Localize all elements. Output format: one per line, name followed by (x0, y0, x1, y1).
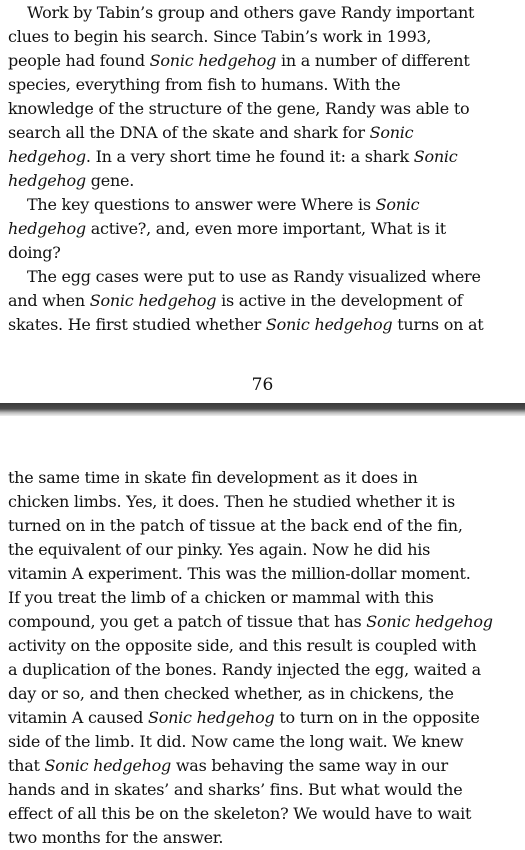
italic-text: Sonic hedgehog (366, 612, 493, 631)
text-run: clues to begin his search. Since Tabin’s work in 1993, (8, 27, 432, 46)
text-run: day or so, and then checked whether, as in chickens, the (8, 684, 454, 703)
text-line (8, 682, 517, 706)
text-run: to turn on in the opposite (274, 708, 480, 727)
text-run: in a number of different (276, 51, 470, 70)
italic-text: hedgehog (8, 171, 86, 190)
text-run: skates. He first studied whether (8, 315, 266, 334)
text-run: effect of all this be on the skeleton? We would have to wait (8, 804, 472, 823)
text-line (8, 826, 517, 850)
text-run: turned on in the patch of tissue at the back end of the fin, (8, 516, 463, 535)
text-line (8, 49, 517, 73)
text-line (8, 241, 517, 265)
italic-text: hedgehog (8, 147, 86, 166)
text-run: doing? (8, 243, 61, 262)
italic-text: Sonic hedgehog (149, 51, 277, 70)
text-run: vitamin A caused (8, 708, 149, 727)
text-run: turns on at (392, 315, 484, 334)
text-line (8, 193, 517, 217)
text-line (8, 778, 517, 802)
text-run: Work by Tabin’s group and others gave Randy important (27, 3, 475, 22)
italic-text: Sonic hedgehog (148, 708, 275, 727)
text-line (8, 1, 517, 25)
text-line (8, 730, 517, 754)
text-run: knowledge of the structure of the gene, Randy was able to (8, 99, 470, 118)
italic-text: Sonic (369, 123, 414, 142)
text-line (8, 73, 517, 97)
italic-text: Sonic hedgehog (265, 315, 393, 334)
text-run: people had found (8, 51, 150, 70)
text-run: the equivalent of our pinky. Yes again. Now he did his (8, 540, 431, 559)
text-run: is active in the development of (216, 291, 463, 310)
text-line (8, 490, 517, 514)
text-line (8, 169, 517, 193)
text-run: The key questions to answer were Where is (27, 195, 376, 214)
text-line (8, 754, 517, 778)
text-line (8, 25, 517, 49)
text-line (8, 217, 517, 241)
text-line (8, 586, 517, 610)
text-run: active?, and, even more important, What is it (85, 219, 446, 238)
text-run: . In a very short time he found it: a shark (85, 147, 414, 166)
text-line (8, 802, 517, 826)
text-line (8, 514, 517, 538)
italic-text: Sonic hedgehog (44, 756, 172, 775)
text-line (8, 634, 517, 658)
text-run: compound, you get a patch of tissue that has (8, 612, 367, 631)
text-line (8, 466, 517, 490)
text-line (8, 97, 517, 121)
text-line (8, 538, 517, 562)
text-line (8, 706, 517, 730)
text-line (8, 265, 517, 289)
text-line (8, 145, 517, 169)
text-run: the same time in skate fin development as it does in (8, 468, 418, 487)
page-break-divider (0, 403, 525, 416)
text-run: chicken limbs. Yes, it does. Then he studied whether it is (8, 492, 455, 511)
text-run: If you treat the limb of a chicken or mammal with this (8, 588, 434, 607)
text-run: gene. (85, 171, 135, 190)
italic-text: Sonic hedgehog (89, 291, 217, 310)
text-run: that (8, 756, 45, 775)
text-run: was behaving the same way in our (171, 756, 448, 775)
text-run: hands and in skates’ and sharks’ fins. But what would the (8, 780, 463, 799)
text-run: a duplication of the bones. Randy injected the egg, waited a (8, 660, 481, 679)
text-run: and when (8, 291, 90, 310)
italic-text: Sonic (413, 147, 458, 166)
text-run: side of the limb. It did. Now came the long wait. We knew (8, 732, 464, 751)
text-run: activity on the opposite side, and this result is coupled with (8, 636, 477, 655)
text-run: The egg cases were put to use as Randy visualized where (27, 267, 481, 286)
page-bottom-text (0, 466, 525, 850)
text-line (8, 121, 517, 145)
page-top-text (0, 1, 525, 337)
italic-text: hedgehog (8, 219, 86, 238)
text-line (8, 658, 517, 682)
text-run: search all the DNA of the skate and shark for (8, 123, 370, 142)
text-line (8, 562, 517, 586)
text-line (8, 289, 517, 313)
page-number: 76 (251, 375, 274, 395)
text-run: two months for the answer. (8, 828, 224, 847)
italic-text: Sonic (375, 195, 420, 214)
text-line (8, 610, 517, 634)
text-run: vitamin A experiment. This was the million-dollar moment. (8, 564, 471, 583)
text-run: species, everything from fish to humans. With the (8, 75, 401, 94)
text-line (8, 313, 517, 337)
